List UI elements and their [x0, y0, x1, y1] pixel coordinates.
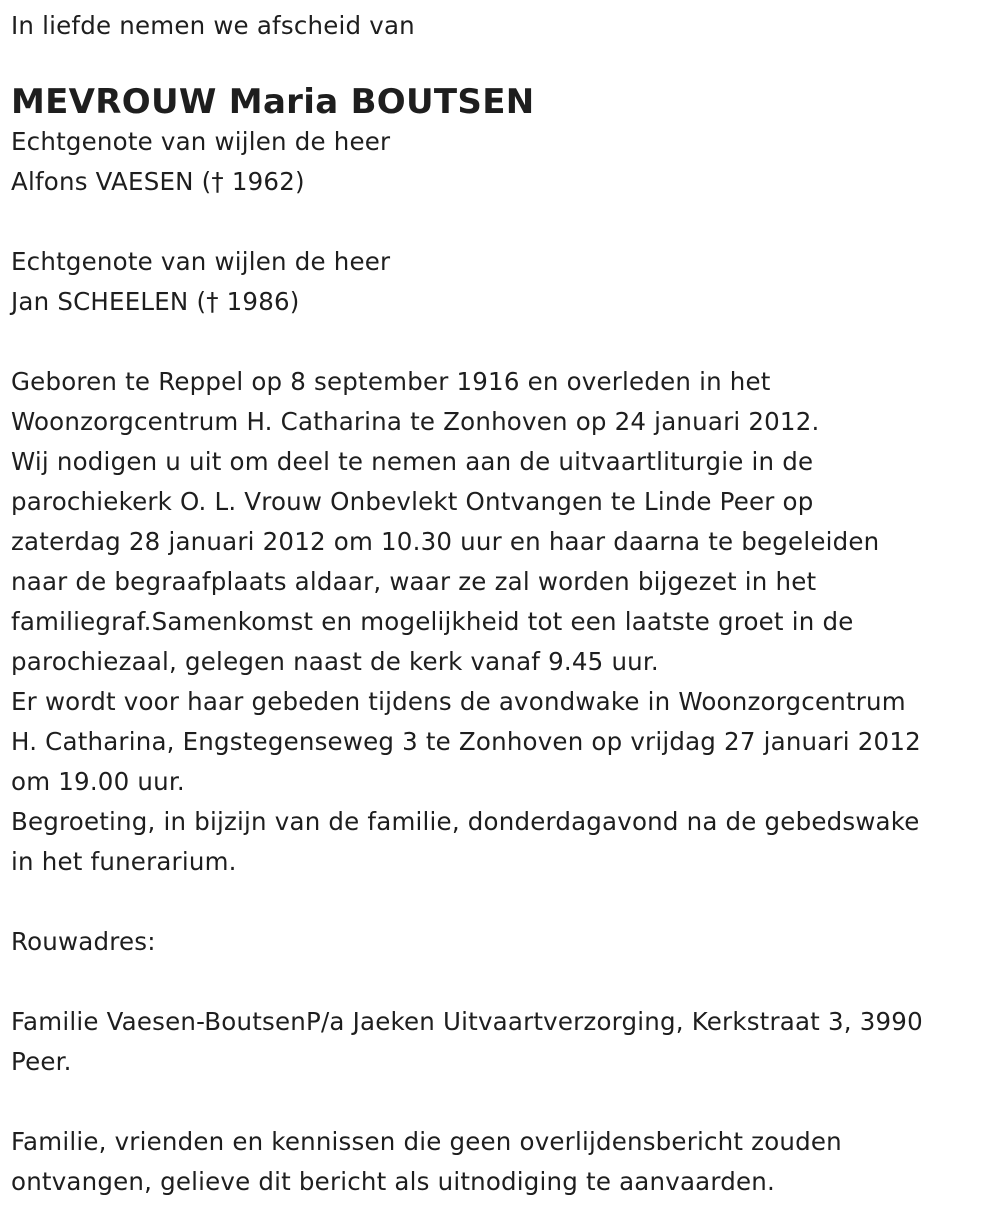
body-line: Er wordt voor haar gebeden tijdens de avondwake in Woonzorgcentrum [11, 687, 906, 716]
body-line: parochiezaal, gelegen naast de kerk vanaf 9.45 uur. [11, 647, 659, 676]
closing-line: ontvangen, gelieve dit bericht als uitnodiging te aanvaarden. [11, 1167, 775, 1196]
body-line: naar de begraafplaats aldaar, waar ze zal worden bijgezet in het [11, 567, 817, 596]
address-line: Familie Vaesen-BoutsenP/a Jaeken Uitvaartverzorging, Kerkstraat 3, 3990 [11, 1007, 923, 1036]
spouse1-line1: Echtgenote van wijlen de heer [11, 127, 391, 156]
spacer [11, 882, 996, 922]
closing-text [11, 1122, 996, 1202]
body-line: H. Catharina, Engstegenseweg 3 te Zonhoven op vrijdag 27 januari 2012 [11, 727, 921, 756]
spacer [11, 202, 996, 242]
address-label: Rouwadres: [11, 927, 156, 956]
body-line: in het funerarium. [11, 847, 237, 876]
body-line: familiegraf.Samenkomst en mogelijkheid tot een laatste groet in de [11, 607, 854, 636]
address-block [11, 1002, 996, 1082]
body-text [11, 362, 996, 882]
intro-text: In liefde nemen we afscheid van [11, 11, 415, 40]
body-line: Woonzorgcentrum H. Catharina te Zonhoven op 24 januari 2012. [11, 407, 820, 436]
obituary-notice [11, 6, 996, 1202]
spouse1-line2: Alfons VAESEN († 1962) [11, 167, 305, 196]
spacer [11, 1082, 996, 1122]
deceased-name: MEVROUW Maria BOUTSEN [11, 82, 535, 122]
spacer [11, 46, 996, 86]
body-line: om 19.00 uur. [11, 767, 185, 796]
body-line: Geboren te Reppel op 8 september 1916 en overleden in het [11, 367, 771, 396]
address-line: Peer. [11, 1047, 72, 1076]
spouse2-line2: Jan SCHEELEN († 1986) [11, 287, 300, 316]
body-line: zaterdag 28 januari 2012 om 10.30 uur en haar daarna te begeleiden [11, 527, 880, 556]
body-line: Wij nodigen u uit om deel te nemen aan de uitvaartliturgie in de [11, 447, 814, 476]
spouse2-line1: Echtgenote van wijlen de heer [11, 247, 391, 276]
body-line: Begroeting, in bijzijn van de familie, donderdagavond na de gebedswake [11, 807, 920, 836]
spacer [11, 962, 996, 1002]
closing-line: Familie, vrienden en kennissen die geen overlijdensbericht zouden [11, 1127, 842, 1156]
spacer [11, 322, 996, 362]
body-line: parochiekerk O. L. Vrouw Onbevlekt Ontvangen te Linde Peer op [11, 487, 814, 516]
